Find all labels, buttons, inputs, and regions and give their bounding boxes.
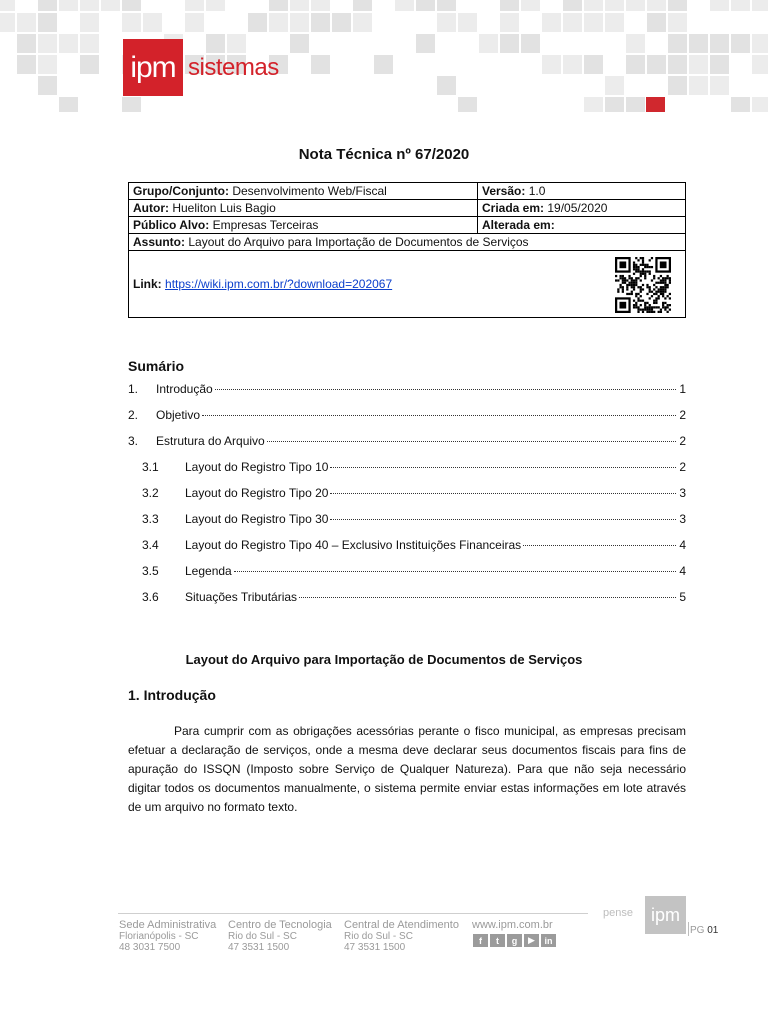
mosaic-tile <box>38 34 57 53</box>
linkedin-icon[interactable]: in <box>541 934 556 947</box>
mosaic-tile <box>38 0 57 11</box>
ipm-logo <box>123 39 279 96</box>
mosaic-tile <box>458 13 477 32</box>
grupo-cell <box>129 183 478 200</box>
mosaic-tile <box>290 13 309 32</box>
toc-page: 2 <box>679 408 686 422</box>
intro-paragraph: Para cumprir com as obrigações acessórias perante o fisco municipal, as empresas precisam efetuar a declaração de serviços, onde a mesma deve declarar seus documentos fiscais para fins de apuração do ISSQN (Imposto sobre Serviço de Qualquer Natureza). Para que não seja necessário digitar todos os documentos manualmente, o sistema permite enviar estas informações em lote através de um arquivo no formato texto. <box>128 724 686 814</box>
mosaic-tile <box>479 34 498 53</box>
toc-label: Situações Tributárias <box>185 590 298 604</box>
mosaic-tile <box>689 76 708 95</box>
toc-item[interactable] <box>128 512 686 526</box>
sede-city: Florianópolis - SC <box>119 931 199 942</box>
mosaic-tile <box>563 55 582 74</box>
assunto-label: Assunto: <box>133 234 185 249</box>
toc-item[interactable] <box>128 434 686 448</box>
mosaic-tile <box>290 34 309 53</box>
mosaic-tile <box>353 13 372 32</box>
toc-item[interactable] <box>128 408 686 422</box>
mosaic-tile <box>80 13 99 32</box>
mosaic-tile <box>311 13 330 32</box>
mosaic-tile <box>101 0 120 11</box>
mosaic-tile <box>584 0 603 11</box>
toc-page: 3 <box>679 486 686 500</box>
sumario-heading: Sumário <box>128 358 185 374</box>
mosaic-tile <box>0 0 15 11</box>
mosaic-tile <box>731 97 750 112</box>
mosaic-tile <box>521 0 540 11</box>
mosaic-tile <box>563 13 582 32</box>
mosaic-tile <box>122 97 141 112</box>
mosaic-tile <box>17 13 36 32</box>
page-prefix: PG <box>690 925 705 936</box>
mosaic-tile <box>437 0 456 11</box>
facebook-icon[interactable]: f <box>473 934 488 947</box>
assunto-cell <box>129 234 686 251</box>
toc-page: 2 <box>679 460 686 474</box>
mosaic-tile <box>752 34 768 53</box>
mosaic-tile <box>269 0 288 11</box>
mosaic-tile <box>668 13 687 32</box>
mosaic-tile <box>0 13 15 32</box>
toc-leader-dots <box>299 597 676 598</box>
footer-centro <box>228 920 332 953</box>
youtube-icon[interactable]: ▶ <box>524 934 539 947</box>
mosaic-tile <box>122 0 141 11</box>
toc-number: 3.5 <box>142 564 159 578</box>
mosaic-tile <box>689 34 708 53</box>
mosaic-tile <box>752 0 768 11</box>
toc-label: Layout do Registro Tipo 40 – Exclusivo Instituições Financeiras <box>185 538 522 552</box>
toc-label: Introdução <box>156 382 213 396</box>
central-title: Central de Atendimento <box>344 919 459 931</box>
toc-leader-dots <box>267 441 676 442</box>
mosaic-tile <box>500 34 519 53</box>
toc-label: Estrutura do Arquivo <box>156 434 265 448</box>
toc-leader-dots <box>330 493 676 494</box>
mosaic-tile <box>59 0 78 11</box>
mosaic-tile <box>710 76 729 95</box>
twitter-icon[interactable]: t <box>490 934 505 947</box>
toc-number: 1. <box>128 382 139 396</box>
logo-text: sistemas <box>188 53 279 81</box>
toc-leader-dots <box>215 389 676 390</box>
alterada-cell <box>478 217 686 234</box>
mosaic-tile <box>269 13 288 32</box>
mosaic-tile <box>752 55 768 74</box>
centro-title: Centro de Tecnologia <box>228 919 332 931</box>
toc-leader-dots <box>202 415 676 416</box>
criada-label: Criada em: <box>482 200 545 215</box>
mosaic-tile <box>605 0 624 11</box>
central-phone: 47 3531 1500 <box>344 942 406 953</box>
mosaic-tile <box>437 76 456 95</box>
mosaic-tile <box>248 13 267 32</box>
toc-number: 3. <box>128 434 139 448</box>
mosaic-tile <box>374 55 393 74</box>
toc-number: 3.4 <box>142 538 159 552</box>
page-number <box>690 925 718 936</box>
pense-text: pense <box>603 907 633 919</box>
footer-sede <box>119 920 216 953</box>
versao-label: Versão: <box>482 183 526 198</box>
google-plus-icon[interactable]: g <box>507 934 522 947</box>
mosaic-tile <box>17 55 36 74</box>
centro-phone: 47 3531 1500 <box>228 942 290 953</box>
toc-number: 3.6 <box>142 590 159 604</box>
footer-central <box>344 920 459 953</box>
mosaic-tile <box>668 0 687 11</box>
page-number-value: 01 <box>707 925 719 936</box>
toc-label: Objetivo <box>156 408 201 422</box>
mosaic-tile <box>38 55 57 74</box>
mosaic-tile <box>752 97 768 112</box>
mosaic-tile <box>605 13 624 32</box>
versao-value: 1.0 <box>528 183 546 198</box>
mosaic-tile <box>521 34 540 53</box>
mosaic-tile <box>626 97 645 112</box>
mosaic-tile <box>626 55 645 74</box>
autor-value: Hueliton Luis Bagio <box>172 200 276 215</box>
toc-item[interactable] <box>128 538 686 552</box>
document-title: Nota Técnica nº 67/2020 <box>298 146 470 163</box>
toc-item[interactable] <box>128 460 686 474</box>
mosaic-tile <box>731 34 750 53</box>
page-number-divider <box>688 922 689 936</box>
mosaic-tile <box>584 55 603 74</box>
mosaic-tile <box>710 55 729 74</box>
mosaic-tile <box>437 13 456 32</box>
mosaic-tile <box>584 97 603 112</box>
mosaic-tile <box>38 76 57 95</box>
mosaic-tile <box>185 0 204 11</box>
mosaic-tile <box>668 34 687 53</box>
mosaic-tile <box>185 13 204 32</box>
mosaic-tile <box>647 13 666 32</box>
toc-page: 1 <box>679 382 686 396</box>
mosaic-tile <box>332 13 351 32</box>
mosaic-tile <box>584 13 603 32</box>
sede-title: Sede Administrativa <box>119 919 217 931</box>
toc-leader-dots <box>330 519 676 520</box>
mosaic-tile <box>38 13 57 32</box>
versao-cell <box>478 183 686 200</box>
criada-cell <box>478 200 686 217</box>
grupo-value: Desenvolvimento Web/Fiscal <box>232 183 387 198</box>
mosaic-tile <box>626 0 645 11</box>
toc-item[interactable] <box>128 564 686 578</box>
centro-city: Rio do Sul - SC <box>228 931 297 942</box>
mosaic-tile <box>458 97 477 112</box>
mosaic-tile <box>605 97 624 112</box>
mosaic-tile <box>605 76 624 95</box>
mosaic-tile <box>353 0 372 11</box>
mosaic-tile <box>542 13 561 32</box>
toc-page: 2 <box>679 434 686 448</box>
autor-cell <box>129 200 478 217</box>
toc-leader-dots <box>523 545 676 546</box>
mosaic-tile <box>311 55 330 74</box>
toc-page: 3 <box>679 512 686 526</box>
publico-value: Empresas Terceiras <box>212 217 319 232</box>
mosaic-tile <box>689 55 708 74</box>
mosaic-tile <box>416 34 435 53</box>
link-cell <box>129 251 686 318</box>
assunto-value: Layout do Arquivo para Importação de Documentos de Serviços <box>188 234 529 249</box>
toc-label: Layout do Registro Tipo 10 <box>185 460 329 474</box>
toc-item[interactable] <box>128 382 686 396</box>
toc-label: Layout do Registro Tipo 30 <box>185 512 329 526</box>
publico-cell <box>129 217 478 234</box>
mosaic-tile <box>647 0 666 11</box>
website-text: www.ipm.com.br <box>472 919 553 931</box>
footer-divider <box>118 913 588 914</box>
central-city: Rio do Sul - SC <box>344 931 413 942</box>
toc-number: 3.3 <box>142 512 159 526</box>
mosaic-tile <box>542 55 561 74</box>
toc-number: 3.2 <box>142 486 159 500</box>
mosaic-tile <box>668 76 687 95</box>
toc-page: 4 <box>679 564 686 578</box>
toc-item[interactable] <box>128 486 686 500</box>
red-accent-tile <box>646 97 665 112</box>
mosaic-tile <box>500 0 519 11</box>
pense-ipm-mark: ipm <box>645 896 686 934</box>
mosaic-tile <box>500 13 519 32</box>
mosaic-tile <box>731 0 750 11</box>
info-table <box>128 182 686 318</box>
mosaic-tile <box>80 0 99 11</box>
mosaic-tile <box>143 13 162 32</box>
publico-label: Público Alvo: <box>133 217 210 232</box>
mosaic-tile <box>290 0 309 11</box>
mosaic-tile <box>122 13 141 32</box>
section-title: Layout do Arquivo para Importação de Documentos de Serviços <box>185 652 583 667</box>
toc-leader-dots <box>330 467 676 468</box>
toc-leader-dots <box>234 571 676 572</box>
toc-number: 3.1 <box>142 460 159 474</box>
logo-mark: ipm <box>123 39 183 96</box>
mosaic-tile <box>710 0 729 11</box>
autor-label: Autor: <box>133 200 169 215</box>
mosaic-tile <box>416 0 435 11</box>
download-link[interactable]: https://wiki.ipm.com.br/?download=202067 <box>165 276 393 291</box>
mosaic-tile <box>17 34 36 53</box>
grupo-label: Grupo/Conjunto: <box>133 183 229 198</box>
mosaic-tile <box>59 97 78 112</box>
alterada-label: Alterada em: <box>482 217 555 232</box>
mosaic-tile <box>563 0 582 11</box>
mosaic-tile <box>80 34 99 53</box>
mosaic-tile <box>311 0 330 11</box>
mosaic-tile <box>647 55 666 74</box>
link-label: Link: <box>133 276 162 291</box>
toc-number: 2. <box>128 408 139 422</box>
mosaic-tile <box>710 34 729 53</box>
toc-page: 5 <box>679 590 686 604</box>
mosaic-tile <box>626 34 645 53</box>
mosaic-tile <box>395 0 414 11</box>
footer-website <box>472 920 553 931</box>
mosaic-tile <box>668 55 687 74</box>
header-mosaic <box>0 0 768 112</box>
toc-label: Legenda <box>185 564 232 578</box>
social-icons <box>473 934 556 947</box>
intro-heading: 1. Introdução <box>128 687 216 703</box>
criada-value: 19/05/2020 <box>547 200 608 215</box>
qr-code-icon <box>615 257 671 313</box>
toc-label: Layout do Registro Tipo 20 <box>185 486 329 500</box>
mosaic-tile <box>59 34 78 53</box>
sede-phone: 48 3031 7500 <box>119 942 181 953</box>
toc-page: 4 <box>679 538 686 552</box>
toc-item[interactable] <box>128 590 686 604</box>
mosaic-tile <box>206 0 225 11</box>
mosaic-tile <box>80 55 99 74</box>
